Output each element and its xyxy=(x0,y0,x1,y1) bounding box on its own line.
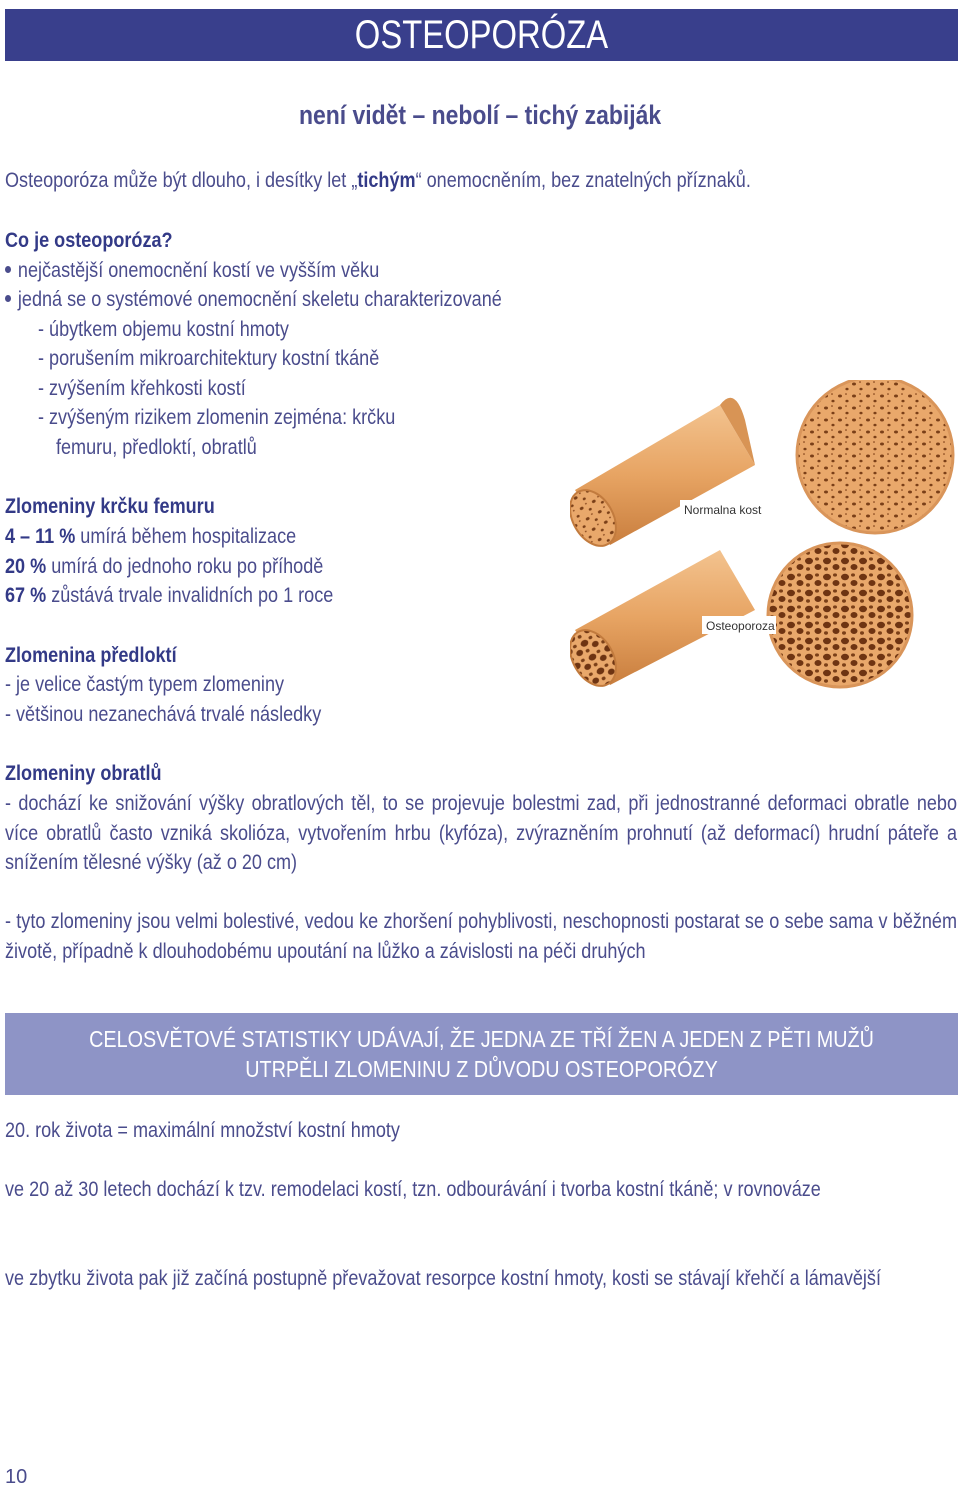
forearm-item: - většinou nezanechává trvalé následky xyxy=(5,703,322,726)
vertebra-paragraph-1: - dochází ke snižování výšky obratlových těl, to se projevuje bolestmi zad, při jednostranné deformaci obratle nebo více obratlů často vzniká skolióza, vytvořením hrbu (kyfóza), zvýrazněním prohnutí (až deformací) hrudní páteře a snížením tělesné výšky (až o 20 cm) xyxy=(5,792,958,874)
vertebra-paragraph-2: - tyto zlomeniny jsou velmi bolestivé, vedou ke zhoršení pohyblivosti, neschopnosti postarat se o sebe sama v běžném životě, případně k dlouhodobému upoutání na lůžko a závislosti na péči druhých xyxy=(5,910,958,963)
closing-paragraph: ve zbytku života pak již začíná postupně převažovat resorpce kostní hmoty, kosti se stávají křehčí a lámavější xyxy=(5,1267,881,1290)
hip-stat-row: 4 – 11 % umírá během hospitalizace xyxy=(5,525,297,548)
what-is-sub-item: femuru, předloktí, obratlů xyxy=(56,436,257,459)
hip-fracture-heading: Zlomeniny krčku femuru xyxy=(5,495,215,518)
hip-stat-row: 20 % umírá do jednoho roku po příhodě xyxy=(5,555,324,578)
page-number: 10 xyxy=(5,1466,28,1488)
closing-paragraph: ve 20 až 30 letech dochází k tzv. remodelaci kostí, tzn. odbourávání i tvorba kostní tkáně; v rovnováze xyxy=(5,1178,821,1201)
forearm-heading: Zlomenina předloktí xyxy=(5,644,177,667)
vertebra-heading: Zlomeniny obratlů xyxy=(5,762,162,785)
closing-line: 20. rok života = maximální množství kostní hmoty xyxy=(5,1119,400,1142)
intro-emphasis: tichým xyxy=(357,169,416,192)
statistics-line: CELOSVĚTOVÉ STATISTIKY UDÁVAJÍ, ŽE JEDNA ZE TŘÍ ŽEN A JEDEN Z PĚTI MUŽŮ xyxy=(89,1026,874,1052)
forearm-item: - je velice častým typem zlomeniny xyxy=(5,673,285,696)
bone-illustration-svg xyxy=(570,380,955,690)
what-is-sub-item: - úbytkem objemu kostní hmoty xyxy=(38,318,289,341)
statistics-callout xyxy=(5,1013,958,1095)
normal-bone xyxy=(570,380,953,554)
page-subtitle: není vidět – nebolí – tichý zabiják xyxy=(298,100,662,130)
intro-text: Osteoporóza může být dlouho, i desítky let „tichým“ onemocněním, bez znatelných příznaků. xyxy=(5,169,751,192)
what-is-sub-item: - porušením mikroarchitektury kostní tkáně xyxy=(38,347,380,370)
statistics-line: UTRPĚLI ZLOMENINU Z DŮVODU OSTEOPORÓZY xyxy=(245,1056,718,1082)
hip-stat-row: 67 % zůstává trvale invalidních po 1 roce xyxy=(5,584,334,607)
what-is-sub-item: - zvýšeným rizikem zlomenin zejména: krčku xyxy=(38,406,396,429)
osteoporotic-bone xyxy=(570,543,912,690)
osteoporotic-bone-label: Osteoporoza xyxy=(706,619,775,633)
what-is-heading: Co je osteoporóza? xyxy=(5,229,173,252)
what-is-sub-item: - zvýšením křehkosti kostí xyxy=(38,377,246,400)
what-is-bullet: nejčastější onemocnění kostí ve vyšším věku xyxy=(5,256,379,285)
page-title: OSTEOPORÓZA xyxy=(354,13,609,57)
normal-bone-label: Normalna kost xyxy=(684,503,762,517)
page-title-bar xyxy=(5,9,958,61)
bone-comparison-illustration xyxy=(570,380,955,690)
what-is-bullet: jedná se o systémové onemocnění skeletu charakterizované xyxy=(5,285,502,314)
